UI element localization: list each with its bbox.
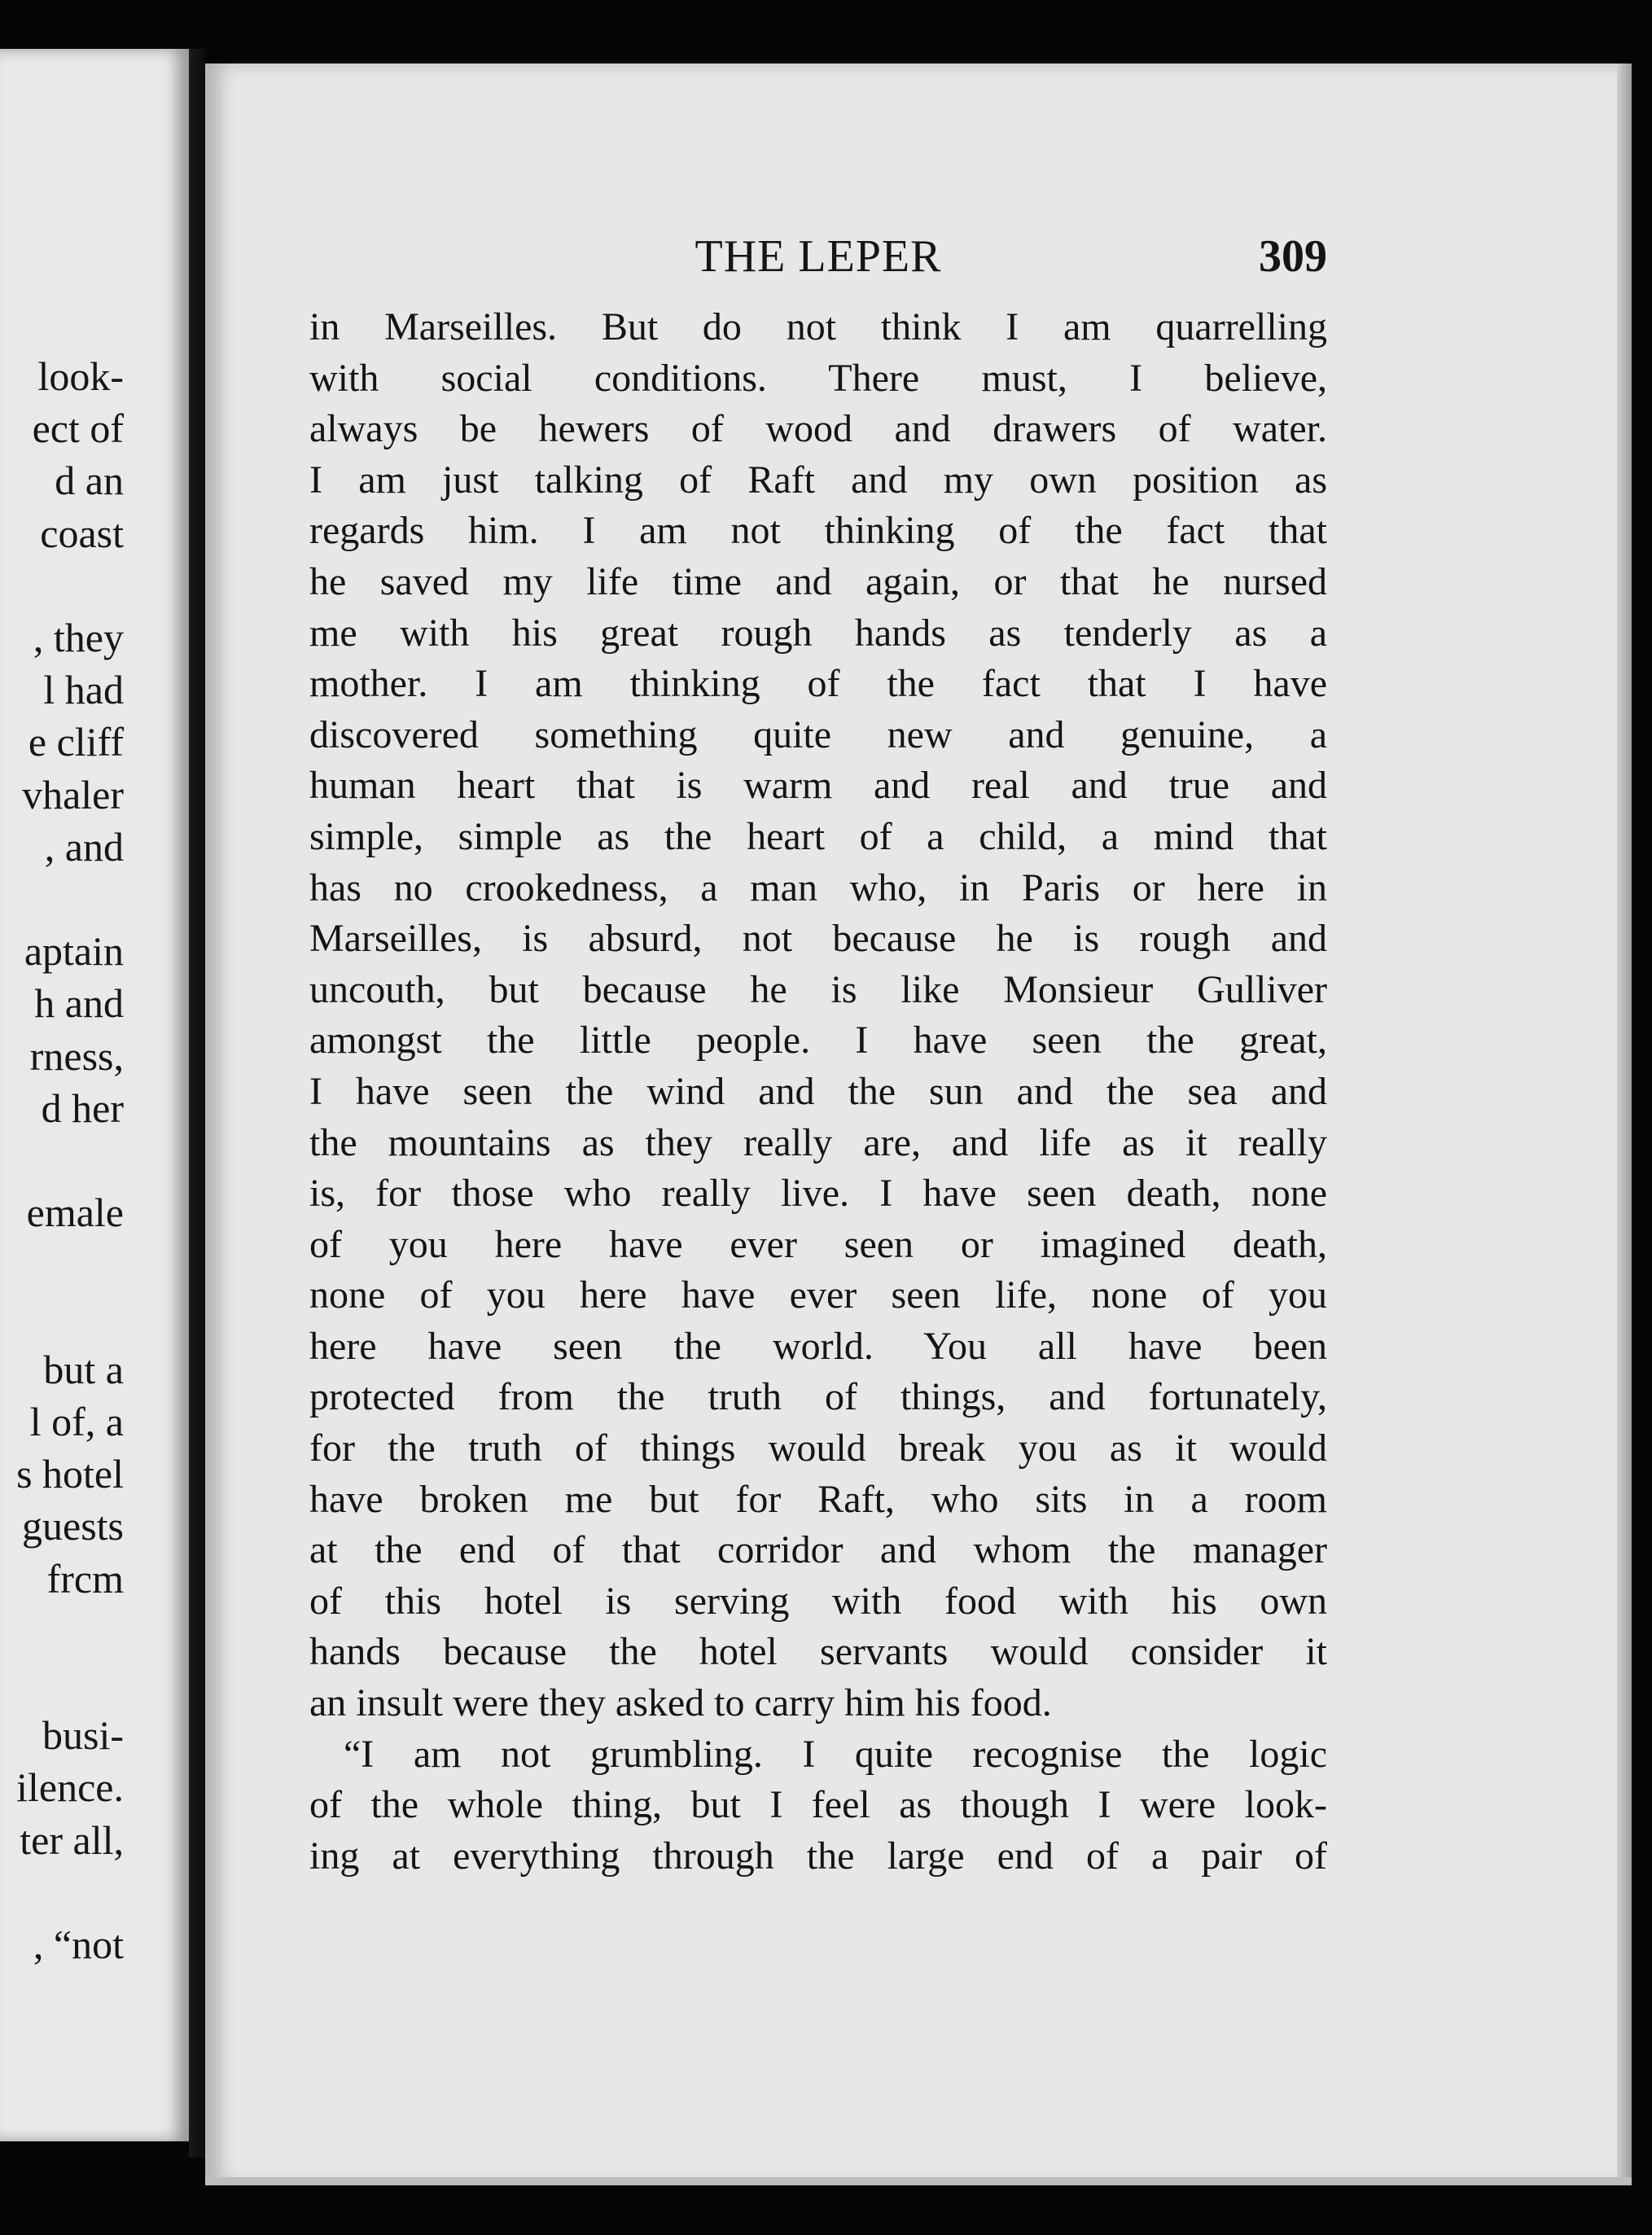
text-line: me with his great rough hands as tenderly as a <box>309 611 1327 655</box>
text-line: ing at everything through the large end of a pair of <box>309 1834 1327 1878</box>
book-gutter <box>189 49 205 2158</box>
text-line: human heart that is warm and real and true and <box>309 764 1327 808</box>
verso-line: but a <box>43 1346 124 1392</box>
text-line: he saved my life time and again, or that he nursed <box>309 559 1327 603</box>
verso-line <box>16 1238 124 1291</box>
text-line: of the whole thing, but I feel as though I were look- <box>309 1783 1327 1827</box>
text-line: in Marseilles. But do not think I am quarrelling <box>309 305 1327 348</box>
verso-line: busi- <box>42 1712 124 1759</box>
verso-line: l had <box>43 667 124 713</box>
verso-line: d her <box>41 1085 124 1131</box>
text-line: “I am not grumbling. I quite recognise the logic <box>344 1732 1327 1776</box>
text-line: always be hewers of wood and drawers of water. <box>309 407 1327 451</box>
verso-line: frcm <box>46 1555 124 1602</box>
text-line: none of you here have ever seen life, none of you <box>309 1273 1327 1317</box>
verso-line: h and <box>34 980 124 1027</box>
verso-line: aptain <box>24 928 124 975</box>
text-line: hands because the hotel servants would consider it <box>309 1630 1327 1674</box>
paragraph <box>309 302 1327 1729</box>
text-line: with social conditions. There must, I believe, <box>309 356 1327 400</box>
running-title: THE LEPER <box>695 231 942 282</box>
text-line: of you here have ever seen or imagined death, <box>309 1222 1327 1266</box>
verso-line: vhaler <box>22 771 124 817</box>
verso-line: d an <box>55 458 124 504</box>
text-line: amongst the little people. I have seen the great, <box>309 1019 1327 1063</box>
verso-line <box>16 873 124 925</box>
verso-line: e cliff <box>28 719 124 765</box>
verso-line: look- <box>37 353 124 399</box>
verso-line: guests <box>22 1503 124 1549</box>
verso-line: , “not <box>33 1922 124 1968</box>
text-line: the mountains as they really are, and life as it really <box>309 1120 1327 1164</box>
page-bottom-edge <box>205 2177 1632 2185</box>
text-line: mother. I am thinking of the fact that I have <box>309 662 1327 706</box>
verso-line: coast <box>40 510 124 556</box>
recto-text-block <box>309 230 1327 1882</box>
text-line: Marseilles, is absurd, not because he is rough and <box>309 917 1327 961</box>
verso-line: ect of <box>32 405 124 452</box>
text-line: simple, simple as the heart of a child, a mind that <box>309 814 1327 858</box>
verso-line: ilence. <box>16 1764 124 1811</box>
text-line: at the end of that corridor and whom the manager <box>309 1528 1327 1572</box>
recto-page <box>205 64 1632 2185</box>
verso-line <box>16 1605 124 1657</box>
text-line: of this hotel is serving with food with his own <box>309 1579 1327 1623</box>
page-number: 309 <box>1259 231 1327 282</box>
verso-line: s hotel <box>16 1451 124 1497</box>
text-line: regards him. I am not thinking of the fact that <box>309 509 1327 553</box>
page-edge <box>1617 64 1632 2185</box>
verso-line: , they <box>33 615 124 661</box>
text-line: for the truth of things would break you as it would <box>309 1426 1327 1470</box>
text-line: have broken me but for Raft, who sits in a room <box>309 1477 1327 1521</box>
text-line: is, for those who really live. I have seen death, none <box>309 1172 1327 1216</box>
verso-line: emale <box>26 1190 124 1236</box>
text-line: I am just talking of Raft and my own position as <box>309 458 1327 502</box>
verso-line: , and <box>44 823 124 870</box>
running-head <box>309 230 1327 296</box>
text-line: uncouth, but because he is like Monsieur Gulliver <box>309 967 1327 1011</box>
body-text <box>309 302 1327 1882</box>
text-line: protected from the truth of things, and fortunately, <box>309 1375 1327 1419</box>
text-line: an insult were they asked to carry him his food. <box>309 1681 1052 1725</box>
verso-line <box>16 559 124 611</box>
verso-text-fragments <box>16 350 124 1970</box>
text-line: discovered something quite new and genuine, a <box>309 712 1327 756</box>
verso-line <box>16 1291 124 1343</box>
text-line: here have seen the world. You all have been <box>309 1324 1327 1368</box>
text-line: has no crookedness, a man who, in Paris or here in <box>309 866 1327 909</box>
text-line: I have seen the wind and the sun and the sea and <box>309 1069 1327 1113</box>
verso-line: rness, <box>29 1032 124 1079</box>
verso-line <box>16 1134 124 1186</box>
verso-line: ter all, <box>20 1816 124 1863</box>
paragraph <box>309 1729 1327 1882</box>
verso-page <box>0 49 189 2141</box>
verso-line <box>16 1866 124 1918</box>
verso-line <box>16 1657 124 1709</box>
verso-line: l of, a <box>29 1399 124 1445</box>
